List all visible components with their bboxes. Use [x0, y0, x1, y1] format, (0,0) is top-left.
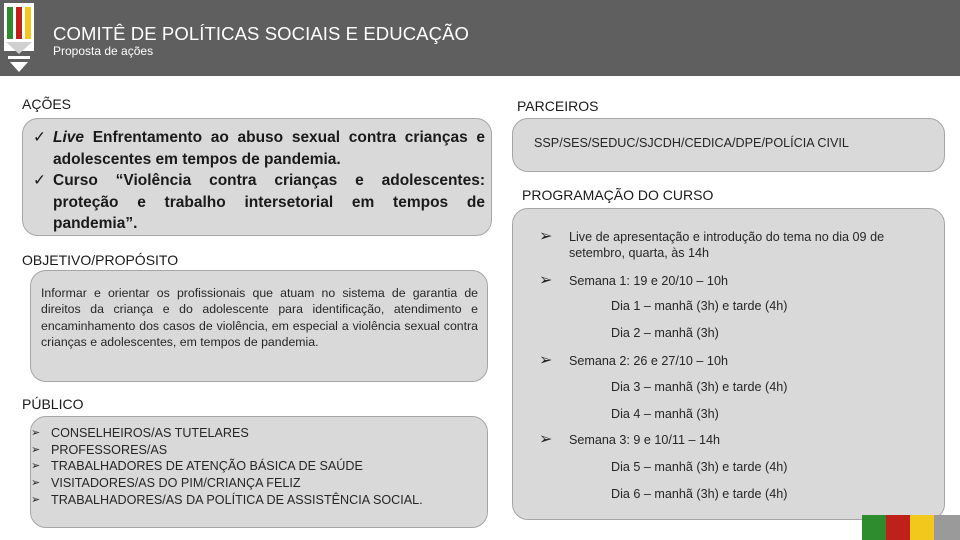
programacao-item — [513, 229, 884, 261]
header-bar — [0, 0, 960, 76]
acoes-panel — [22, 118, 492, 236]
acoes-item-emphasis: Live — [53, 129, 85, 146]
objetivo-heading: OBJETIVO/PROPÓSITO — [22, 252, 179, 268]
arrow-bullet-icon: ➢ — [539, 228, 553, 245]
publico-item-label: CONSELHEIROS/AS TUTELARES — [51, 426, 249, 440]
publico-item — [31, 458, 423, 475]
programacao-subitem: Dia 2 – manhã (3h) — [611, 326, 719, 340]
publico-item-label: TRABALHADORES DE ATENÇÃO BÁSICA DE SAÚDE — [51, 459, 363, 474]
acoes-heading: AÇÕES — [22, 96, 72, 112]
programacao-item-text: Semana 2: 26 e 27/10 – 10h — [569, 354, 728, 368]
programacao-item-text: Live de apresentação e introdução do tema no dia 09 de — [569, 230, 885, 244]
acoes-item-text: Curso “Violência contra crianças e adolescentes: proteção e trabalho intersetorial em tempos de pandemia”. — [53, 172, 485, 232]
flag-bars-icon — [862, 515, 960, 540]
programacao-item-text: Semana 1: 19 e 20/10 – 10h — [569, 274, 728, 288]
objetivo-text: Informar e orientar os profissionais que atuam no sistema de garantia de direitos da criança e do adolescente para identificação, atendimento e encaminhamento dos casos de violência, em especial a violência sexual contra crianças e adolescentes, em tempos de pandemia. — [41, 286, 478, 350]
arrow-bullet-icon: ➢ — [31, 493, 41, 506]
publico-list — [31, 425, 423, 509]
acoes-item — [33, 170, 485, 235]
page-subtitle: Proposta de ações — [53, 44, 154, 58]
check-icon: ✓ — [33, 172, 46, 189]
programacao-item — [513, 353, 728, 369]
programacao-heading: PROGRAMAÇÃO DO CURSO — [522, 187, 714, 203]
page-title: COMITÊ DE POLÍTICAS SOCIAIS E EDUCAÇÃO — [53, 23, 470, 44]
objetivo-panel — [30, 270, 488, 382]
programacao-subitem: Dia 1 – manhã (3h) e tarde (4h) — [611, 299, 788, 313]
programacao-item — [513, 273, 728, 289]
programacao-item — [513, 432, 720, 448]
publico-item — [31, 492, 423, 509]
parceiros-text: SSP/SES/SEDUC/SJCDH/CEDICA/DPE/POLÍCIA CIVIL — [534, 136, 849, 150]
publico-item-label: VISITADORES/AS DO PIM/CRIANÇA FELIZ — [51, 476, 301, 491]
parceiros-panel — [512, 118, 945, 172]
arrow-bullet-icon: ➢ — [539, 431, 553, 448]
arrow-bullet-icon: ➢ — [539, 272, 553, 289]
pencil-logo-icon — [0, 0, 42, 76]
publico-item — [31, 425, 423, 442]
programacao-subitem: Dia 3 – manhã (3h) e tarde (4h) — [611, 380, 788, 394]
publico-item — [31, 475, 423, 492]
programacao-panel — [512, 208, 945, 520]
acoes-item-text: Enfrentamento ao abuso sexual contra crianças e adolescentes em tempos de pandemia. — [53, 129, 485, 168]
arrow-bullet-icon: ➢ — [31, 460, 41, 473]
parceiros-heading: PARCEIROS — [517, 98, 599, 114]
acoes-list — [33, 127, 485, 235]
acoes-item — [33, 127, 485, 170]
arrow-bullet-icon: ➢ — [31, 443, 41, 456]
publico-item — [31, 442, 423, 459]
publico-item-label: TRABALHADORES/AS DA POLÍTICA DE ASSISTÊNCIA SOCIAL. — [51, 492, 423, 507]
arrow-bullet-icon: ➢ — [31, 477, 41, 490]
arrow-bullet-icon: ➢ — [539, 352, 553, 369]
publico-item-label: PROFESSORES/AS — [51, 442, 168, 457]
programacao-subitem: Dia 5 – manhã (3h) e tarde (4h) — [611, 460, 788, 474]
programacao-item-text: Semana 3: 9 e 10/11 – 14h — [569, 433, 721, 447]
publico-heading: PÚBLICO — [22, 396, 84, 412]
programacao-subitem: Dia 6 – manhã (3h) e tarde (4h) — [611, 487, 788, 501]
arrow-bullet-icon: ➢ — [31, 427, 41, 439]
publico-panel — [30, 416, 488, 528]
check-icon: ✓ — [33, 129, 46, 146]
programacao-item-text: setembro, quarta, às 14h — [569, 246, 710, 260]
programacao-subitem: Dia 4 – manhã (3h) — [611, 407, 719, 421]
